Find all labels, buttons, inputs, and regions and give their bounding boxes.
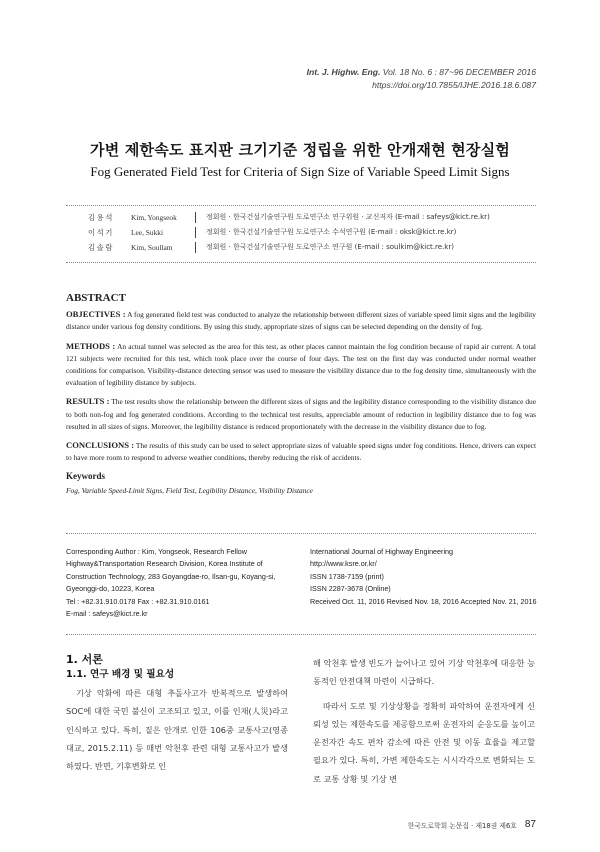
keywords-text: Fog, Variable Speed-Limit Signs, Field Test, Legibility Distance, Visibility Distance bbox=[66, 485, 313, 495]
corr-line: Gyeonggi-do, 10223, Korea bbox=[66, 584, 155, 594]
abstract-methods bbox=[66, 340, 536, 390]
title-english: Fog Generated Field Test for Criteria of Sign Size of Variable Speed Limit Signs bbox=[90, 164, 510, 179]
author-name-english: Kim, Soullam bbox=[131, 243, 173, 252]
author-name-english: Lee, Sukki bbox=[131, 228, 164, 237]
author-affiliation: 정회원 · 한국건설기술연구원 도로연구소 연구위원 · 교신저자 (E-mail : safeys@kict.re.kr) bbox=[206, 213, 490, 221]
author-separator bbox=[195, 242, 196, 253]
abstract-results bbox=[66, 395, 536, 433]
methods-label: METHODS : bbox=[66, 340, 116, 351]
author-row bbox=[88, 225, 490, 240]
author-name-korean: 이석기 bbox=[88, 228, 114, 237]
author-affiliation: 정회원 · 한국건설기술연구원 도로연구소 수석연구원 (E-mail : oksk@kict.re.kr) bbox=[206, 228, 457, 236]
journal-header bbox=[307, 66, 536, 92]
abstract-conclusions bbox=[66, 439, 536, 464]
corr-line: Construction Technology, 283 Goyangdae-ro, Ilsan-gu, Koyang-si, bbox=[66, 571, 276, 581]
subsection-heading: 1.1. 연구 배경 및 필요성 bbox=[66, 669, 175, 680]
objectives-text: A fog generated field test was conducted to analyze the relationship between different sizes of variable speed limit signs and the legibility distance under various fog density conditions. By using this study, appropriate sizes of signs can be selected depending on the density of fog. bbox=[66, 310, 536, 332]
divider bbox=[66, 634, 536, 635]
divider bbox=[66, 262, 536, 263]
corr-email[interactable]: E-mail : safeys@kict.re.kr bbox=[66, 609, 148, 619]
page-number: 87 bbox=[524, 819, 536, 830]
conclusions-text: The results of this study can be used to select appropriate sizes of valuable speed signs under fog conditions. Hence, drivers can expect to have more room to respond to adverse weather conditions, thereby reducing the risk of accidents. bbox=[66, 441, 537, 463]
objectives-label: OBJECTIVES : bbox=[66, 309, 126, 320]
methods-text: An actual tunnel was selected as the area for this test, as other places cannot maintain the fog condition because of rapid air current. A total 121 subjects were recruited for this test, which took place over the course of four days. The test on the first day was conducted under normal weather conditions for comparison. Visibility-distance detecting sensor was used to measure the visibility distance due to the fog density time, simultaneously with the evaluation of legibility distance by subjects. bbox=[66, 341, 536, 388]
author-separator bbox=[195, 227, 196, 238]
corr-line: Corresponding Author : Kim, Yongseok, Research Fellow bbox=[66, 547, 247, 556]
journal-volume: Vol. 18 No. 6 : 87~96 DECEMBER 2016 bbox=[382, 67, 536, 77]
publication-info bbox=[310, 546, 542, 608]
author-name-korean: 김용석 bbox=[88, 213, 114, 222]
corresponding-author bbox=[66, 546, 298, 620]
body-paragraph: 따라서 도로 및 기상상황을 정확히 파악하여 운전자에게 신뢰성 있는 제한속도를 제공함으로써 운전자의 순응도를 높이고 운전자간 속도 편차 감소에 따른 안전 및 이동 효율을 제고할 필요가 있다. 특히, 가변 제한속도는 시시각각으로 변화되는 도로 교통 상황 및 기상 변 bbox=[313, 700, 535, 784]
author-name-korean: 김솔람 bbox=[88, 243, 114, 252]
corr-line: Highway&Transportation Research Division, Korea Institute of bbox=[66, 559, 263, 569]
pub-dates: Received Oct. 11, 2016 Revised Nov. 18, 2016 Accepted Nov. 21, 2016 bbox=[310, 596, 537, 606]
footer-journal: 한국도로학회 논문집 · 제18권 제6호 bbox=[407, 821, 517, 830]
body-paragraph: 기상 악화에 따른 대형 추돌사고가 반복적으로 발생하여 SOC에 대한 국민 불신이 고조되고 있고, 이를 인재(人災)라고 인식하고 있다. 특히, 짙은 안개로 인한 106중 교통사고(영종대교, 2015.2.11) 등 매번 악천후 관련 대형 교통사고가 발생하였다. 반면, 기후변화로 인 bbox=[66, 688, 288, 772]
abstract-section bbox=[66, 292, 536, 497]
divider bbox=[66, 205, 536, 206]
conclusions-label: CONCLUSIONS : bbox=[66, 440, 135, 451]
page-footer bbox=[408, 819, 536, 830]
body-paragraph: 해 악천후 발생 빈도가 늘어나고 있어 기상 악천후에 대응한 능동적인 안전대책 마련이 시급하다. bbox=[313, 658, 535, 687]
pub-issn-online: ISSN 2287-3678 (Online) bbox=[310, 584, 391, 594]
divider bbox=[66, 533, 536, 534]
journal-doi[interactable]: https://doi.org/10.7855/IJHE.2016.18.6.087 bbox=[372, 80, 536, 90]
abstract-objectives bbox=[66, 308, 536, 333]
body-left-column bbox=[66, 652, 288, 781]
author-row bbox=[88, 240, 490, 255]
author-list bbox=[88, 210, 490, 255]
title-korean: 가변 제한속도 표지판 크기기준 정립을 위한 안개재현 현장실험 bbox=[90, 141, 510, 159]
body-right-column bbox=[313, 654, 535, 794]
pub-url[interactable]: http://www.ksre.or.kr/ bbox=[310, 559, 377, 569]
results-label: RESULTS : bbox=[66, 396, 110, 407]
journal-name: Int. J. Highw. Eng. bbox=[306, 67, 381, 77]
author-separator bbox=[195, 212, 196, 223]
pub-issn-print: ISSN 1738-7159 (print) bbox=[310, 571, 384, 581]
abstract-heading: ABSTRACT bbox=[66, 292, 126, 304]
author-row bbox=[88, 210, 490, 225]
corr-line: Tel : +82.31.910.0178 Fax : +82.31.910.0161 bbox=[66, 596, 210, 606]
keywords-heading: Keywords bbox=[66, 471, 105, 482]
results-text: The test results show the relationship between the different sizes of signs and the legibility distance corresponding to the visibility distance due to both non-fog and fog generated conditions. According to the technical test results, appreciable amount of reduction in legibility distance due to fog was resulted in all sizes of signs. Moreover, the legibility distance is reduced proportionately with the decrease in the visibility distance due to fog. bbox=[66, 397, 537, 431]
section-heading: 1. 서론 bbox=[66, 653, 103, 666]
pub-journal-name: International Journal of Highway Engineering bbox=[310, 547, 454, 556]
author-name-english: Kim, Yongseok bbox=[131, 213, 177, 222]
author-affiliation: 정회원 · 한국건설기술연구원 도로연구소 연구원 (E-mail : soulkim@kict.re.kr) bbox=[206, 243, 454, 251]
